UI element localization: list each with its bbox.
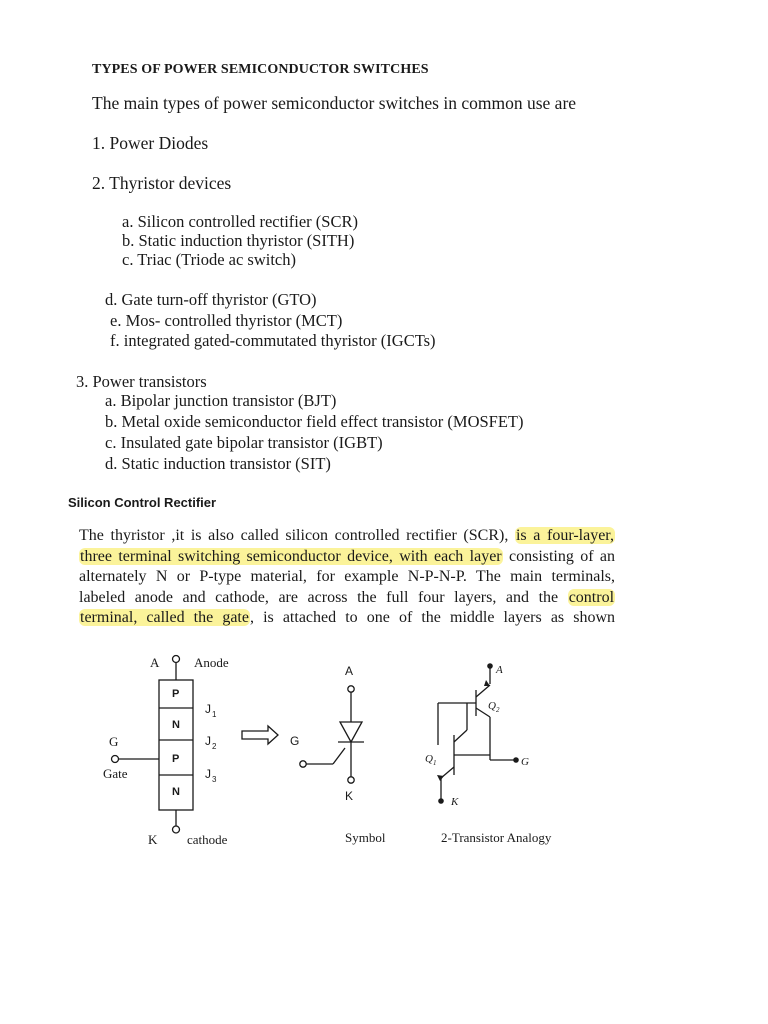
q1-label: Q xyxy=(425,753,433,765)
cathode-dot xyxy=(438,798,444,804)
list-item-power-diodes: 1. Power Diodes xyxy=(92,133,209,153)
thyristor-symbol xyxy=(300,686,364,783)
scr-diagram xyxy=(0,640,768,860)
sublist-item-igct: f. integrated gated-commutated thyristor (IGCTs) xyxy=(110,331,436,350)
q2-subscript: 2 xyxy=(496,706,500,714)
sublist-item-scr: a. Silicon controlled rectifier (SCR) xyxy=(122,212,358,231)
double-arrow-icon xyxy=(242,726,278,744)
junction-subscript: 2 xyxy=(212,742,217,751)
cathode-letter: K xyxy=(148,832,158,847)
sublist-item-sit: d. Static induction transistor (SIT) xyxy=(105,454,331,473)
scr-layer-structure xyxy=(112,656,194,834)
analogy-caption: 2-Transistor Analogy xyxy=(441,830,552,845)
layer-label: N xyxy=(172,719,180,731)
gate-letter: G xyxy=(109,734,119,749)
sublist-item-mct: e. Mos- controlled thyristor (MCT) xyxy=(110,311,343,330)
sublist-item-gto: d. Gate turn-off thyristor (GTO) xyxy=(105,290,317,309)
scr-paragraph xyxy=(79,526,615,629)
symbol-gate-label: G xyxy=(290,734,300,748)
sublist-item-mosfet: b. Metal oxide semiconductor field effect transistor (MOSFET) xyxy=(105,412,524,431)
paragraph-line: alternately N or P-type material, for example N-P-N-P. The main terminals, xyxy=(79,568,615,585)
paragraph-line xyxy=(79,588,615,609)
q2-label: Q xyxy=(488,700,496,712)
highlight: control xyxy=(568,588,615,606)
analogy-cathode-label: K xyxy=(451,796,459,808)
analogy-gate-label: G xyxy=(521,756,529,768)
anode-dot xyxy=(487,663,493,669)
emitter-arrow-icon xyxy=(437,775,444,781)
text-run: labeled anode and cathode, are across the full four layers, and the xyxy=(79,588,559,606)
section-heading: Silicon Control Rectifier xyxy=(68,495,217,510)
junction-label: J xyxy=(205,702,211,716)
text-run: The thyristor ,it is also called silicon controlled rectifier (SCR), xyxy=(79,527,509,544)
highlight: terminal, called the gate xyxy=(80,609,249,626)
symbol-anode-label: A xyxy=(345,664,354,678)
junction-subscript: 3 xyxy=(212,775,217,784)
highlight: three terminal switching semiconductor device, with each layer xyxy=(80,547,502,565)
paragraph-line xyxy=(79,608,615,629)
junction-label: J xyxy=(205,734,211,748)
anode-letter: A xyxy=(150,655,160,670)
analogy-anode-label: A xyxy=(496,664,503,676)
paragraph-line xyxy=(79,526,615,547)
page-title: TYPES OF POWER SEMICONDUCTOR SWITCHES xyxy=(92,62,429,77)
sublist-item-igbt: c. Insulated gate bipolar transistor (IGBT) xyxy=(105,433,383,452)
sublist-item-bjt: a. Bipolar junction transistor (BJT) xyxy=(105,391,337,410)
junction-subscript: 1 xyxy=(212,710,217,719)
junction-label: J xyxy=(205,767,211,781)
text-run: , is attached to one of the middle layers as shown xyxy=(249,609,616,626)
q1-subscript: 1 xyxy=(433,759,437,767)
sublist-item-triac: c. Triac (Triode ac switch) xyxy=(122,250,296,269)
sublist-item-sith: b. Static induction thyristor (SITH) xyxy=(122,231,355,250)
gate-label: Gate xyxy=(103,766,128,781)
two-transistor-analogy xyxy=(438,667,516,799)
list-item-thyristor-devices: 2. Thyristor devices xyxy=(92,173,232,193)
paragraph-line xyxy=(79,547,615,568)
symbol-caption: Symbol xyxy=(345,830,386,845)
layer-label: P xyxy=(172,753,180,765)
layer-label: N xyxy=(172,786,180,798)
cathode-label: cathode xyxy=(187,832,228,847)
anode-label: Anode xyxy=(194,655,229,670)
emitter-arrow-icon xyxy=(484,680,490,686)
highlight: is a four-layer, xyxy=(515,527,614,544)
gate-dot xyxy=(513,757,519,763)
intro-text: The main types of power semiconductor switches in common use are xyxy=(92,93,577,113)
text-run: consisting of an xyxy=(508,547,616,565)
list-item-power-transistors: 3. Power transistors xyxy=(76,372,207,391)
layer-label: P xyxy=(172,688,180,700)
symbol-cathode-label: K xyxy=(345,789,354,803)
